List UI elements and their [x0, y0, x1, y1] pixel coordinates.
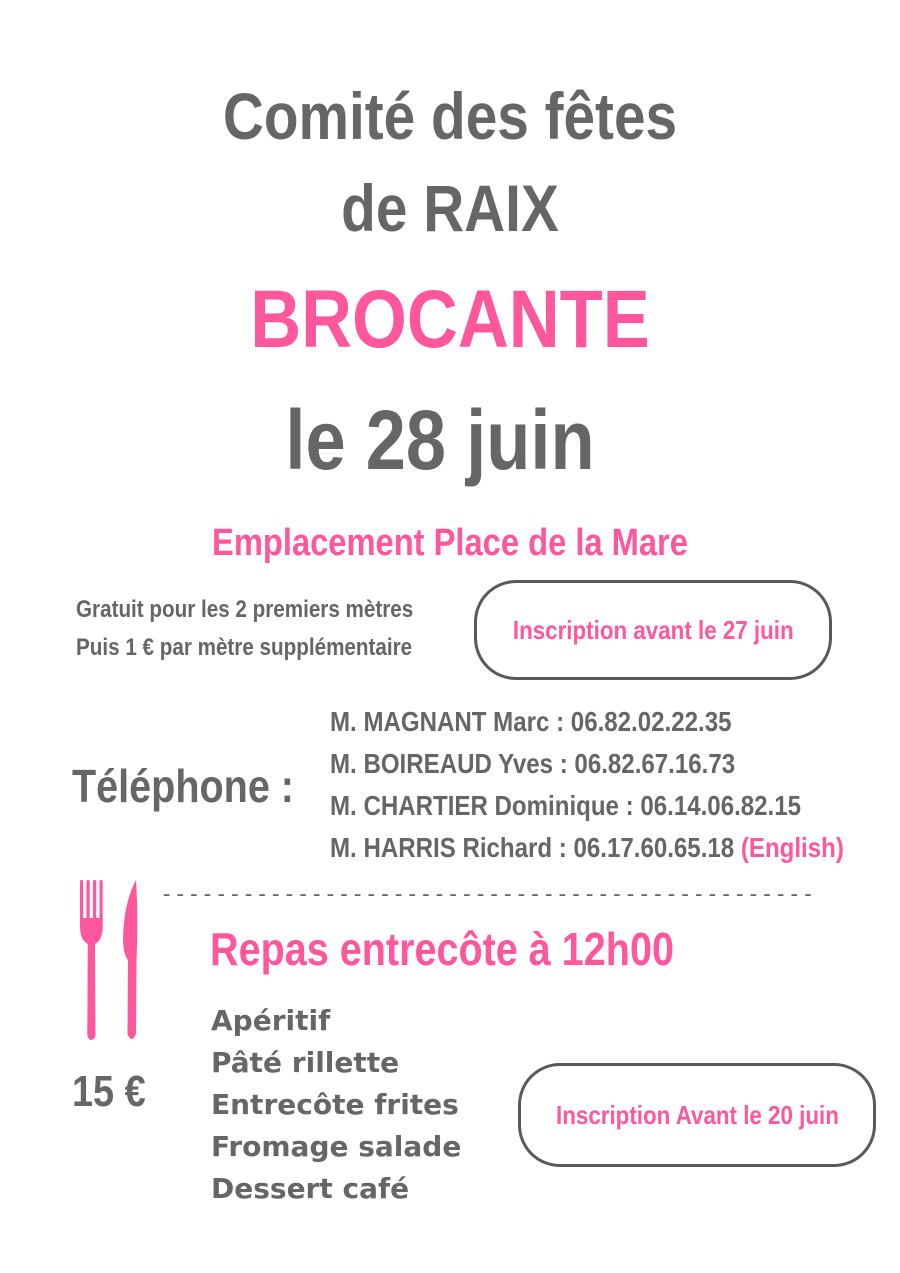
event-title: BROCANTE — [250, 274, 650, 365]
menu-item: Fromage salade — [211, 1130, 462, 1163]
menu-item: Entrecôte frites — [211, 1088, 459, 1121]
fork-knife-icon — [76, 878, 148, 1044]
title-committee: Comité des fêtes — [222, 79, 678, 153]
location-text: Emplacement Place de la Mare — [212, 522, 688, 564]
pricing-line-1: Gratuit pour les 2 premiers mètres — [76, 596, 414, 623]
contact-text: M. HARRIS Richard : 06.17.60.65.18 — [330, 832, 741, 863]
brocante-registration-box — [474, 580, 832, 680]
meal-registration-box — [518, 1063, 876, 1167]
phone-label: Téléphone : — [72, 760, 294, 812]
contact-item — [330, 786, 801, 826]
meal-price: 15 € — [72, 1067, 146, 1116]
contact-item — [330, 828, 844, 868]
contact-text: M. MAGNANT Marc : 06.82.02.22.35 — [330, 706, 732, 737]
title-village: de RAIX — [341, 171, 559, 245]
menu-item: Apéritif — [211, 1004, 331, 1037]
contact-text: M. CHARTIER Dominique : 06.14.06.82.15 — [330, 790, 802, 821]
meal-title: Repas entrecôte à 12h00 — [210, 923, 674, 975]
pricing-line-2: Puis 1 € par mètre supplémentaire — [76, 634, 413, 661]
contact-text: M. BOIREAUD Yves : 06.82.67.16.73 — [330, 748, 736, 779]
contact-item — [330, 702, 731, 742]
menu-item: Pâté rillette — [211, 1046, 400, 1079]
contact-language-note: (English) — [740, 832, 844, 863]
meal-registration-text: Inscription Avant le 20 juin — [555, 1099, 839, 1130]
contact-item — [330, 744, 735, 784]
dashed-divider: ------------------------------------------------ — [160, 882, 815, 907]
menu-item: Dessert café — [211, 1172, 410, 1205]
brocante-registration-text: Inscription avant le 27 juin — [512, 614, 794, 645]
event-date: le 28 juin — [285, 393, 595, 487]
